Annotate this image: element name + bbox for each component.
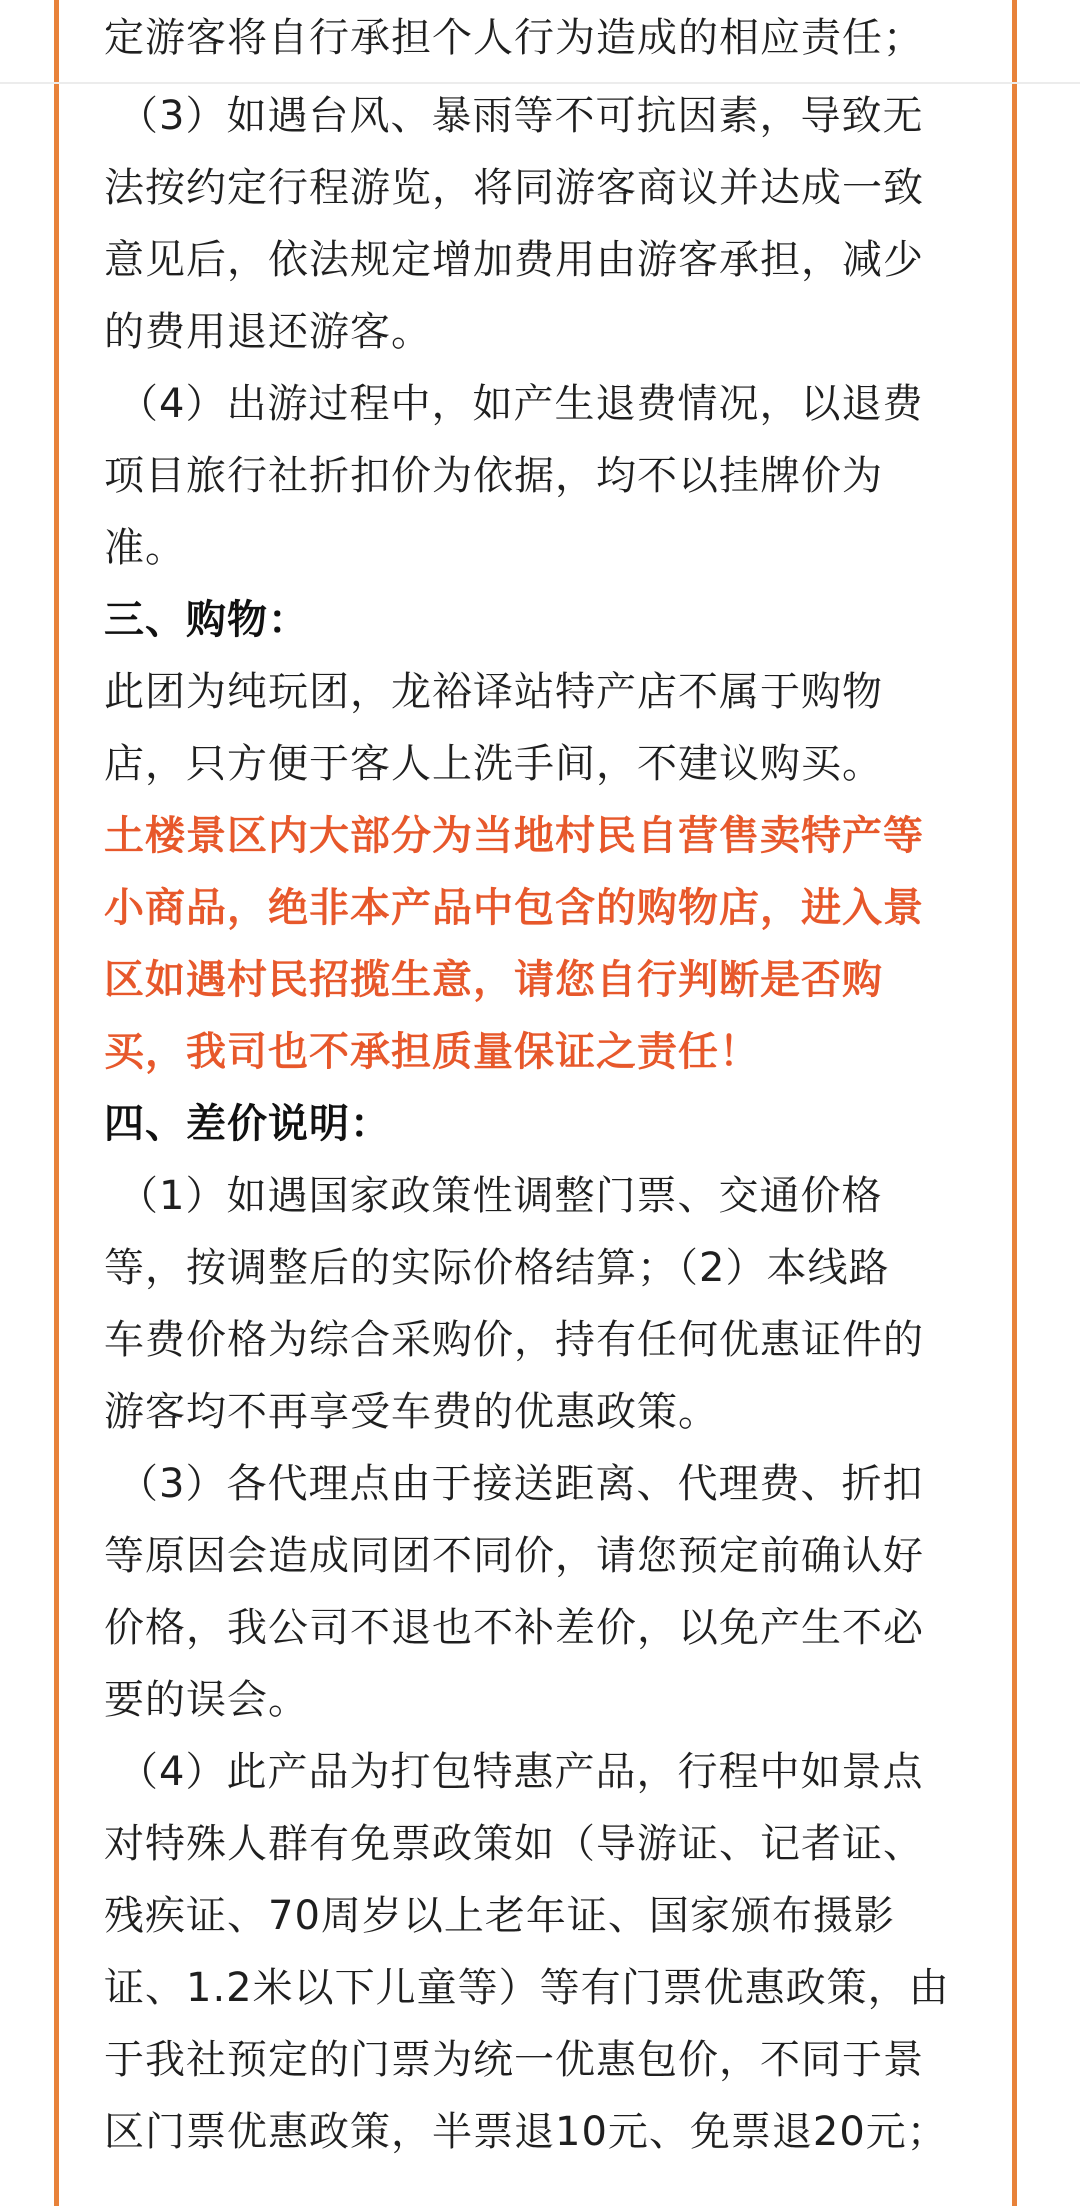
text-line: 游客均不再享受车费的优惠政策。 — [104, 1389, 719, 1435]
text-line: 对特殊人群有免票政策如（导游证、记者证、 — [104, 1821, 924, 1867]
text-line: 车费价格为综合采购价，持有任何优惠证件的 — [104, 1317, 924, 1363]
text-line: 此团为纯玩团，龙裕译站特产店不属于购物 — [104, 669, 883, 715]
text-line: 定游客将自行承担个人行为造成的相应责任； — [104, 15, 924, 61]
text-line: （3）各代理点由于接送距离、代理费、折扣 — [118, 1461, 924, 1507]
warning-text-line: 小商品，绝非本产品中包含的购物店，进入景 — [104, 885, 924, 931]
text-line: （1）如遇国家政策性调整门票、交通价格 — [118, 1173, 883, 1219]
section-heading: 四、差价说明： — [104, 1101, 391, 1147]
text-line: 区门票优惠政策，半票退10元、免票退20元； — [104, 2109, 948, 2155]
text-line: （4）出游过程中，如产生退费情况，以退费 — [118, 381, 924, 427]
text-line: 意见后，依法规定增加费用由游客承担，减少 — [104, 237, 924, 283]
text-line: 价格，我公司不退也不补差价，以免产生不必 — [104, 1605, 924, 1651]
warning-text-line: 土楼景区内大部分为当地村民自营售卖特产等 — [104, 813, 924, 859]
text-line: 准。 — [104, 525, 186, 571]
text-line: 店，只方便于客人上洗手间，不建议购买。 — [104, 741, 883, 787]
warning-text-line: 买，我司也不承担质量保证之责任！ — [104, 1029, 760, 1075]
text-line: 项目旅行社折扣价为依据，均不以挂牌价为 — [104, 453, 883, 499]
text-line: 的费用退还游客。 — [104, 309, 432, 355]
text-line: 证、1.2米以下儿童等）等有门票优惠政策，由 — [104, 1965, 950, 2011]
section-heading: 三、购物： — [104, 597, 309, 643]
text-line: 等，按调整后的实际价格结算；（2）本线路 — [104, 1245, 890, 1291]
text-line: 于我社预定的门票为统一优惠包价，不同于景 — [104, 2037, 924, 2083]
text-line: （3）如遇台风、暴雨等不可抗因素，导致无 — [118, 93, 924, 139]
text-line: 法按约定行程游览，将同游客商议并达成一致 — [104, 165, 924, 211]
article-body — [104, 0, 984, 2168]
text-line: 残疾证、70周岁以上老年证、国家颁布摄影 — [104, 1893, 895, 1939]
text-line: 等原因会造成同团不同价，请您预定前确认好 — [104, 1533, 924, 1579]
text-line: 要的误会。 — [104, 1677, 309, 1723]
text-line: （4）此产品为打包特惠产品，行程中如景点 — [118, 1749, 924, 1795]
warning-text-line: 区如遇村民招揽生意，请您自行判断是否购 — [104, 957, 883, 1003]
